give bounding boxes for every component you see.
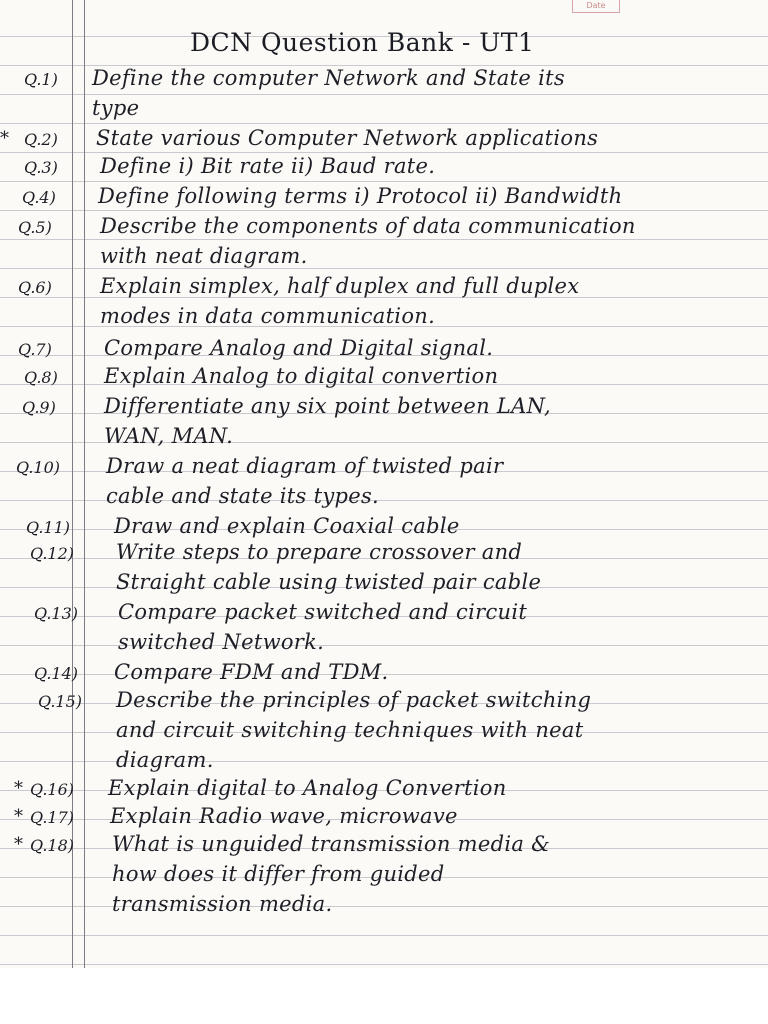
question-text-line: diagram. bbox=[116, 748, 214, 772]
question-number: Q.5) bbox=[18, 218, 52, 237]
question-number: Q.17) bbox=[30, 808, 75, 827]
margin-line-right bbox=[84, 0, 85, 968]
question-text-line: type bbox=[92, 96, 140, 120]
question-text-line: Describe the components of data communication bbox=[100, 214, 636, 238]
question-number: Q.16) bbox=[30, 780, 75, 799]
priority-star-mark: * bbox=[14, 834, 23, 855]
question-text-line: State various Computer Network applications bbox=[96, 126, 599, 150]
question-text-line: modes in data communication. bbox=[100, 304, 436, 328]
question-number: Q.2) bbox=[24, 130, 58, 149]
question-number: Q.13) bbox=[34, 604, 79, 623]
question-text-line: Compare packet switched and circuit bbox=[118, 600, 528, 624]
question-text-line: What is unguided transmission media & bbox=[112, 832, 551, 856]
question-number: Q.15) bbox=[38, 692, 83, 711]
question-number: Q.11) bbox=[26, 518, 71, 537]
date-stamp: Date bbox=[572, 0, 620, 13]
question-text-line: Differentiate any six point between LAN, bbox=[104, 394, 551, 418]
question-number: Q.4) bbox=[22, 188, 56, 207]
question-number: Q.1) bbox=[24, 70, 58, 89]
question-text-line: Explain simplex, half duplex and full duplex bbox=[100, 274, 580, 298]
question-number: Q.9) bbox=[22, 398, 56, 417]
question-text-line: Explain Radio wave, microwave bbox=[110, 804, 458, 828]
priority-star-mark: * bbox=[14, 778, 23, 799]
priority-star-mark: * bbox=[14, 806, 23, 827]
question-text-line: Compare Analog and Digital signal. bbox=[104, 336, 494, 360]
question-number: Q.3) bbox=[24, 158, 58, 177]
question-text-line: how does it differ from guided bbox=[112, 862, 445, 886]
question-text-line: Define i) Bit rate ii) Baud rate. bbox=[100, 154, 436, 178]
question-text-line: transmission media. bbox=[112, 892, 333, 916]
page-title: DCN Question Bank - UT1 bbox=[190, 28, 535, 57]
question-number: Q.14) bbox=[34, 664, 79, 683]
question-text-line: Explain digital to Analog Convertion bbox=[108, 776, 507, 800]
question-text-line: switched Network. bbox=[118, 630, 325, 654]
question-number: Q.8) bbox=[24, 368, 58, 387]
question-text-line: with neat diagram. bbox=[100, 244, 308, 268]
question-number: Q.6) bbox=[18, 278, 52, 297]
question-text-line: Describe the principles of packet switching bbox=[116, 688, 592, 712]
question-text-line: Write steps to prepare crossover and bbox=[116, 540, 523, 564]
question-text-line: Draw and explain Coaxial cable bbox=[114, 514, 460, 538]
page-bottom-background bbox=[0, 968, 768, 1024]
question-number: Q.10) bbox=[16, 458, 61, 477]
question-text-line: Define following terms i) Protocol ii) Bandwidth bbox=[98, 184, 623, 208]
question-text-line: WAN, MAN. bbox=[104, 424, 234, 448]
question-text-line: Straight cable using twisted pair cable bbox=[116, 570, 542, 594]
question-number: Q.7) bbox=[18, 340, 52, 359]
question-text-line: Draw a neat diagram of twisted pair bbox=[106, 454, 504, 478]
question-text-line: Compare FDM and TDM. bbox=[114, 660, 389, 684]
question-number: Q.12) bbox=[30, 544, 75, 563]
question-text-line: cable and state its types. bbox=[106, 484, 380, 508]
question-text-line: Define the computer Network and State its bbox=[92, 66, 565, 90]
question-text-line: and circuit switching techniques with neat bbox=[116, 718, 584, 742]
question-text-line: Explain Analog to digital convertion bbox=[104, 364, 499, 388]
priority-star-mark: * bbox=[0, 128, 9, 149]
question-number: Q.18) bbox=[30, 836, 75, 855]
